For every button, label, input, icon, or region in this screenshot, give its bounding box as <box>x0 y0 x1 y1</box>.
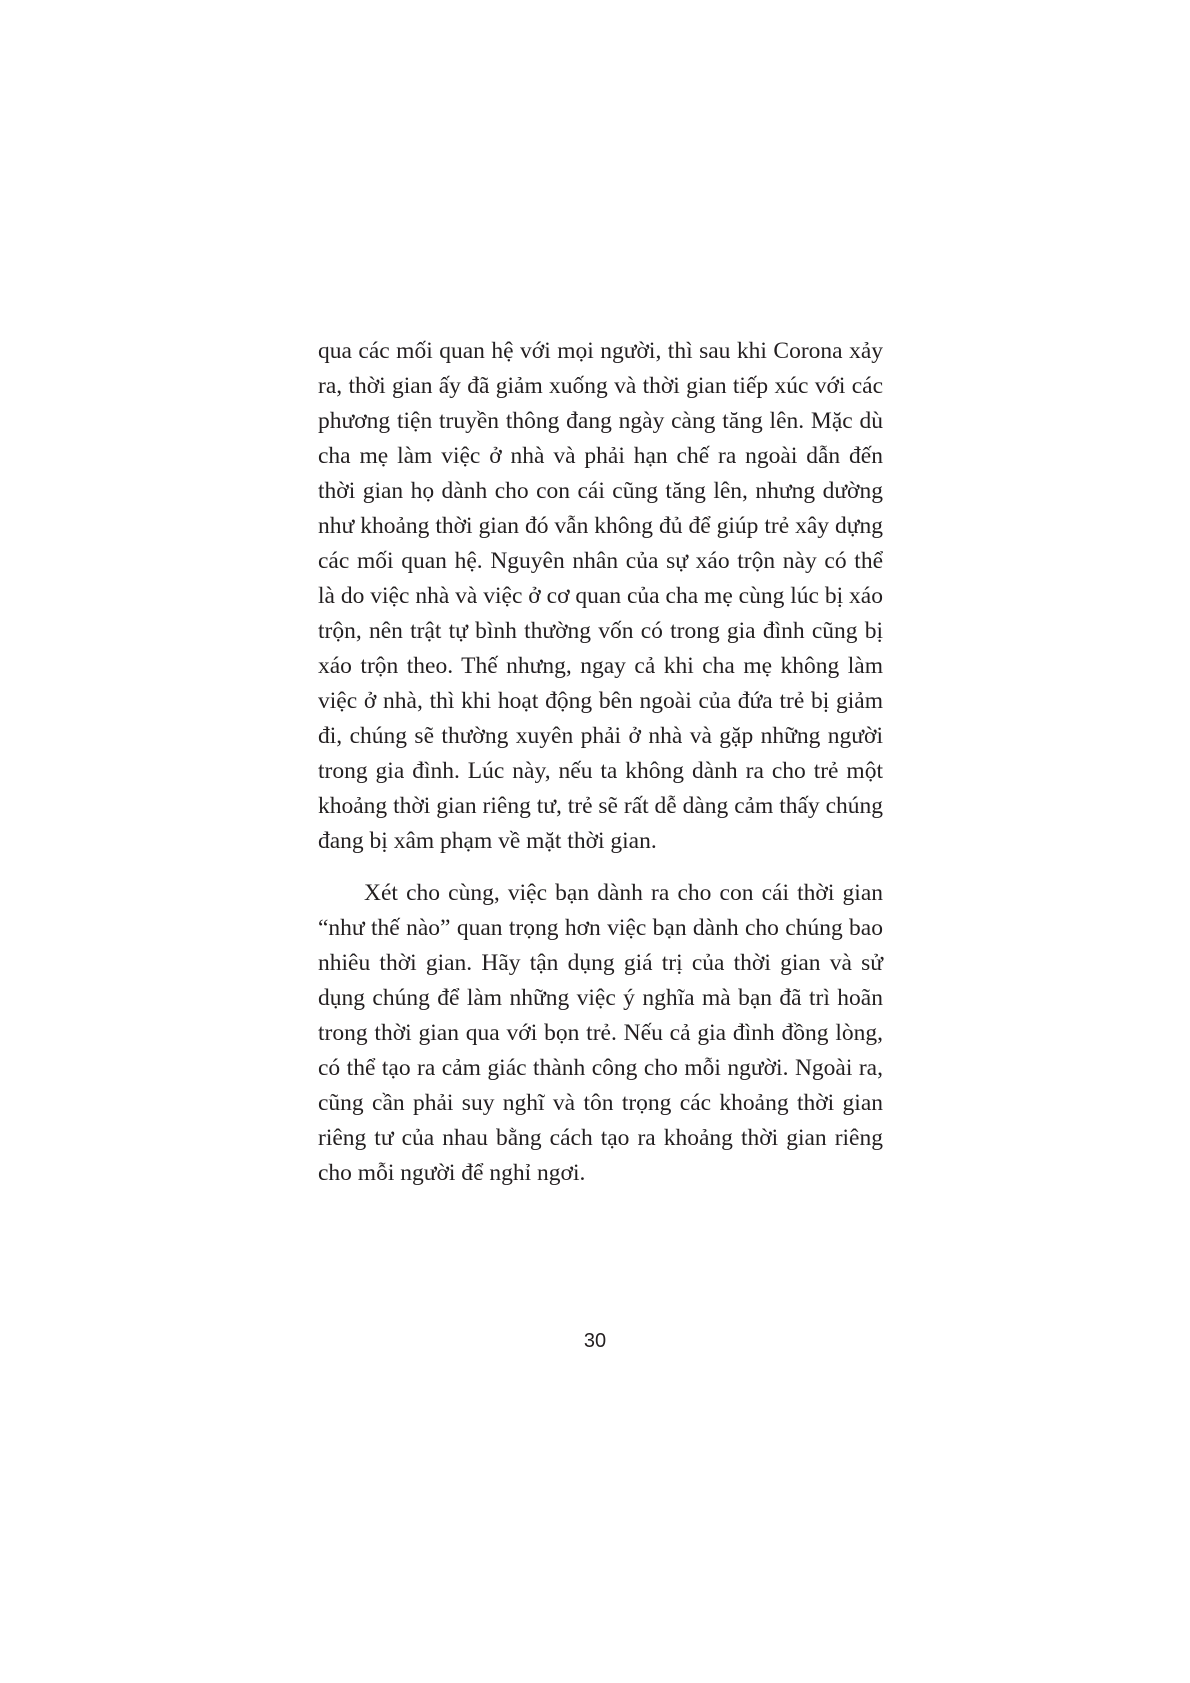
paragraph-2: Xét cho cùng, việc bạn dành ra cho con cái thời gian “như thế nào” quan trọng hơn việc bạn dành cho chúng bao nhiêu thời gian. Hãy tận dụng giá trị của thời gian và sử dụng chúng để làm những việc ý nghĩa mà bạn đã trì hoãn trong thời gian qua với bọn trẻ. Nếu cả gia đình đồng lòng, có thể tạo ra cảm giác thành công cho mỗi người. Ngoài ra, cũng cần phải suy nghĩ và tôn trọng các khoảng thời gian riêng tư của nhau bằng cách tạo ra khoảng thời gian riêng cho mỗi người để nghỉ ngơi. <box>318 880 883 1186</box>
page-number: 30 <box>583 1330 607 1352</box>
body-text <box>318 334 883 1191</box>
paragraph-1: qua các mối quan hệ với mọi người, thì sau khi Corona xảy ra, thời gian ấy đã giảm xuống và thời gian tiếp xúc với các phương tiện truyền thông đang ngày càng tăng lên. Mặc dù cha mẹ làm việc ở nhà và phải hạn chế ra ngoài dẫn đến thời gian họ dành cho con cái cũng tăng lên, nhưng dường như khoảng thời gian đó vẫn không đủ để giúp trẻ xây dựng các mối quan hệ. Nguyên nhân của sự xáo trộn này có thể là do việc nhà và việc ở cơ quan của cha mẹ cùng lúc bị xáo trộn, nên trật tự bình thường vốn có trong gia đình cũng bị xáo trộn theo. Thế nhưng, ngay cả khi cha mẹ không làm việc ở nhà, thì khi hoạt động bên ngoài của đứa trẻ bị giảm đi, chúng sẽ thường xuyên phải ở nhà và gặp những người trong gia đình. Lúc này, nếu ta không dành ra cho trẻ một khoảng thời gian riêng tư, trẻ sẽ rất dễ dàng cảm thấy chúng đang bị xâm phạm về mặt thời gian. <box>318 338 883 854</box>
